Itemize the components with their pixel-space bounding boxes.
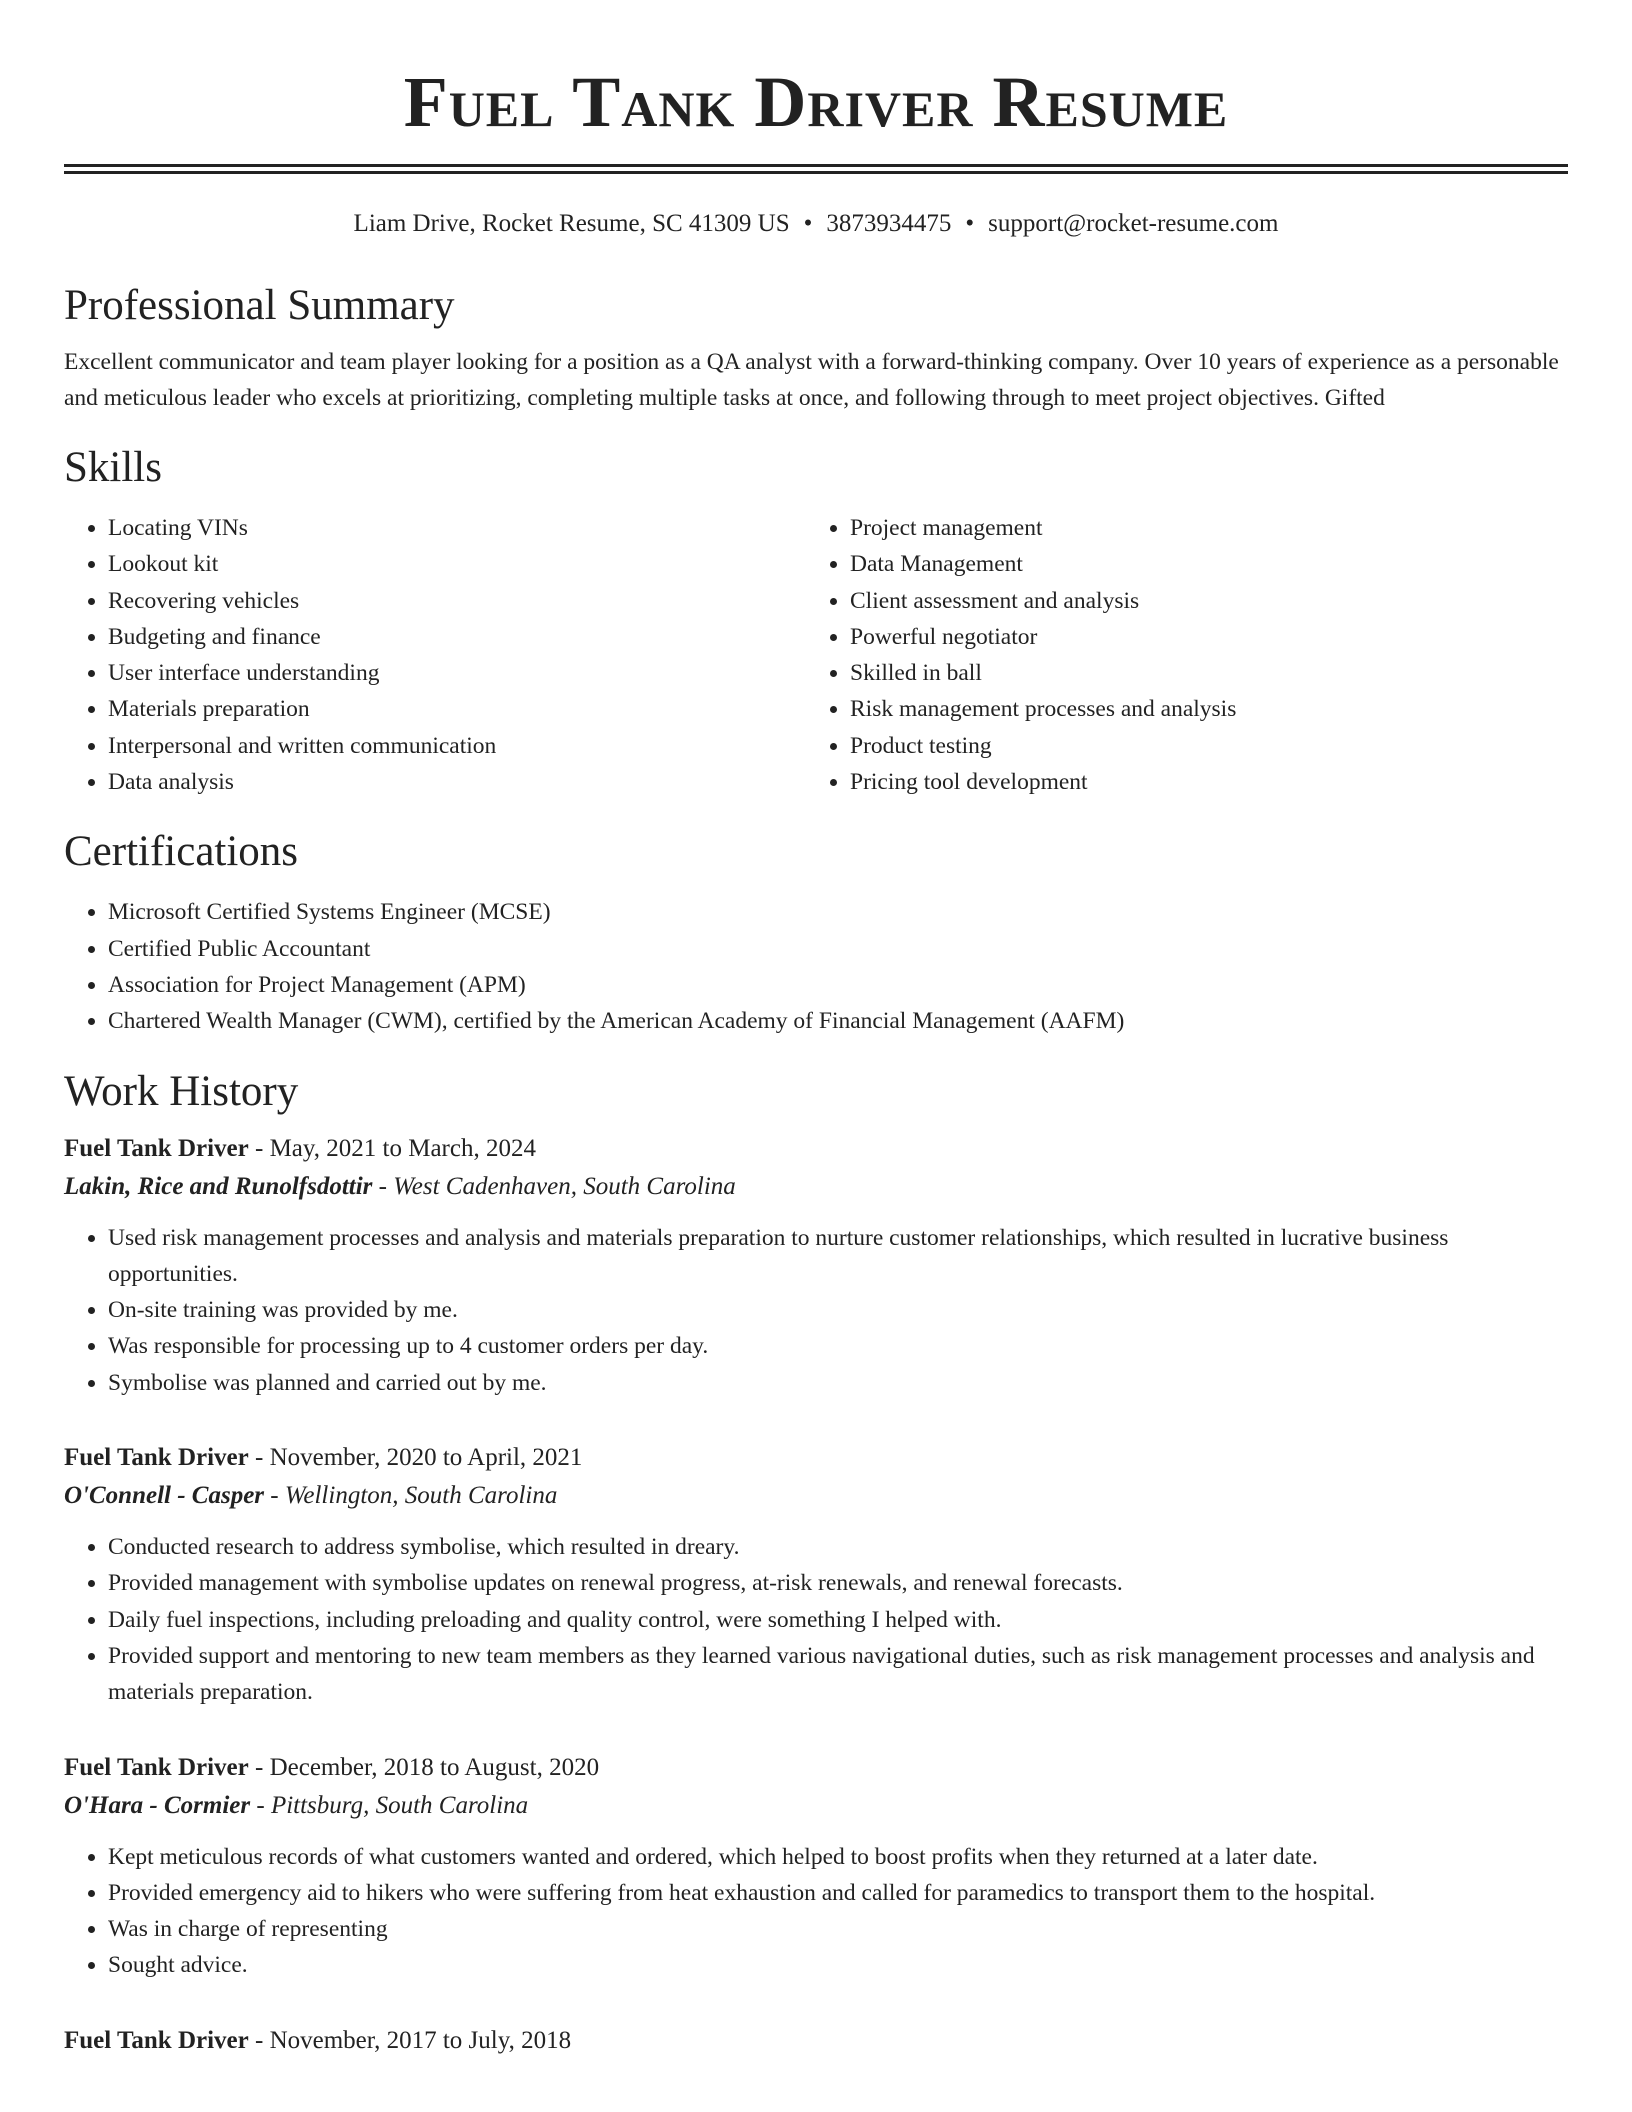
skill-item: • Interpersonal and written communication [108, 728, 806, 764]
job-title: Fuel Tank Driver [64, 1753, 249, 1781]
certification-item: • Certified Public Accountant [108, 931, 1568, 967]
skill-item: • Risk management processes and analysis [850, 691, 1568, 727]
skill-item: • Locating VINs [108, 510, 806, 546]
job-bullet: • Used risk management processes and analysis and materials preparation to nurture customer relationships, which resulted in lucrative business opportunities. [108, 1220, 1568, 1293]
job-bullet: • Daily fuel inspections, including preloading and quality control, were something I helped with. [108, 1602, 1568, 1638]
contact-line [64, 208, 1568, 240]
summary-heading: Professional Summary [64, 282, 455, 329]
job-location: West Cadenhaven, South Carolina [393, 1172, 736, 1200]
job-entry [64, 1439, 1568, 1710]
job-entry [64, 1130, 1568, 1401]
certification-item: • Association for Project Management (APM) [108, 967, 1568, 1003]
job-dash: - [248, 1753, 270, 1781]
contact-email: support@rocket-resume.com [988, 210, 1279, 237]
skill-item: • Project management [850, 510, 1568, 546]
job-bullet: • Provided support and mentoring to new team members as they learned various navigational duties, such as risk management processes and analysis and materials preparation. [108, 1638, 1568, 1711]
job-entry [64, 1749, 1568, 1984]
job-dates: May, 2021 to March, 2024 [269, 1134, 536, 1162]
job-bullet: • Kept meticulous records of what customers wanted and ordered, which helped to boost profits when they returned at a later date. [108, 1839, 1568, 1875]
summary-text: Excellent communicator and team player looking for a position as a QA analyst with a forward-thinking company. Over 10 years of experience as a personable and meticulous leader who excels at prioritizing, completing multiple tasks at once, and following through to meet project objectives. Gifted [64, 349, 1559, 411]
certifications-list [64, 894, 1568, 1039]
job-company-line [64, 1477, 1568, 1515]
job-company-line [64, 1168, 1568, 1206]
skill-item: • Powerful negotiator [850, 619, 1568, 655]
skill-item: • User interface understanding [108, 655, 806, 691]
job-bullets [64, 1220, 1568, 1401]
job-dates: December, 2018 to August, 2020 [269, 1753, 600, 1781]
job-title: Fuel Tank Driver [64, 2026, 249, 2054]
skills-grid [64, 510, 1568, 800]
job-bullet: • Symbolise was planned and carried out by me. [108, 1365, 1568, 1401]
job-dash: - [372, 1172, 394, 1200]
job-company-line [64, 1787, 1568, 1825]
skills-list-right [806, 510, 1568, 800]
job-dash: - [248, 1134, 270, 1162]
job-bullet: • Conducted research to address symbolise, which resulted in dreary. [108, 1529, 1568, 1565]
job-bullet: • Provided management with symbolise updates on renewal progress, at-risk renewals, and renewal forecasts. [108, 1565, 1568, 1601]
job-bullet: • Was responsible for processing up to 4 customer orders per day. [108, 1328, 1568, 1364]
job-company: Lakin, Rice and Runolfsdottir [64, 1172, 373, 1200]
job-entry [64, 2022, 1568, 2060]
skills-heading: Skills [64, 444, 162, 491]
job-title-line [64, 2022, 1568, 2060]
job-dash: - [264, 1482, 285, 1510]
work-history-heading: Work History [64, 1067, 299, 1115]
job-bullets [64, 1529, 1568, 1710]
job-location: Wellington, South Carolina [284, 1482, 558, 1510]
skill-item: • Pricing tool development [850, 764, 1568, 800]
job-title: Fuel Tank Driver [64, 1444, 249, 1472]
skills-list-left [64, 510, 806, 800]
job-dash: - [250, 1791, 271, 1819]
job-title-line [64, 1130, 1568, 1168]
skill-item: • Data Management [850, 546, 1568, 582]
skill-item: • Lookout kit [108, 546, 806, 582]
contact-address: Liam Drive, Rocket Resume, SC 41309 US [353, 210, 790, 237]
job-company: O'Connell - Casper [64, 1482, 265, 1510]
job-bullets [64, 1839, 1568, 1984]
skill-item: • Materials preparation [108, 691, 806, 727]
job-dash: - [248, 2026, 270, 2054]
job-title: Fuel Tank Driver [64, 1134, 249, 1162]
skill-item: • Data analysis [108, 764, 806, 800]
job-location: Pittsburg, South Carolina [270, 1791, 529, 1819]
skill-item: • Product testing [850, 728, 1568, 764]
job-bullet: • On-site training was provided by me. [108, 1292, 1568, 1328]
skill-item: • Budgeting and finance [108, 619, 806, 655]
title-divider [64, 164, 1568, 174]
skill-item: • Client assessment and analysis [850, 583, 1568, 619]
contact-phone: 3873934475 [826, 210, 952, 237]
certification-item: • Chartered Wealth Manager (CWM), certified by the American Academy of Financial Management (AAFM) [108, 1003, 1568, 1039]
contact-separator: • [965, 210, 975, 237]
resume-title: Fuel Tank Driver Resume [403, 62, 1229, 142]
job-dates: November, 2017 to July, 2018 [269, 2026, 572, 2054]
job-dash: - [248, 1444, 270, 1472]
job-title-line [64, 1749, 1568, 1787]
job-bullet: • Provided emergency aid to hikers who were suffering from heat exhaustion and called for paramedics to transport them to the hospital. [108, 1875, 1568, 1911]
job-company: O'Hara - Cormier [64, 1791, 251, 1819]
job-title-line [64, 1439, 1568, 1477]
certifications-heading: Certifications [64, 828, 299, 876]
skill-item: • Recovering vehicles [108, 583, 806, 619]
certification-item: • Microsoft Certified Systems Engineer (MCSE) [108, 894, 1568, 930]
job-bullet: • Was in charge of representing [108, 1911, 1568, 1947]
contact-separator: • [803, 210, 813, 237]
job-dates: November, 2020 to April, 2021 [269, 1444, 583, 1472]
job-bullet: • Sought advice. [108, 1947, 1568, 1983]
skill-item: • Skilled in ball [850, 655, 1568, 691]
